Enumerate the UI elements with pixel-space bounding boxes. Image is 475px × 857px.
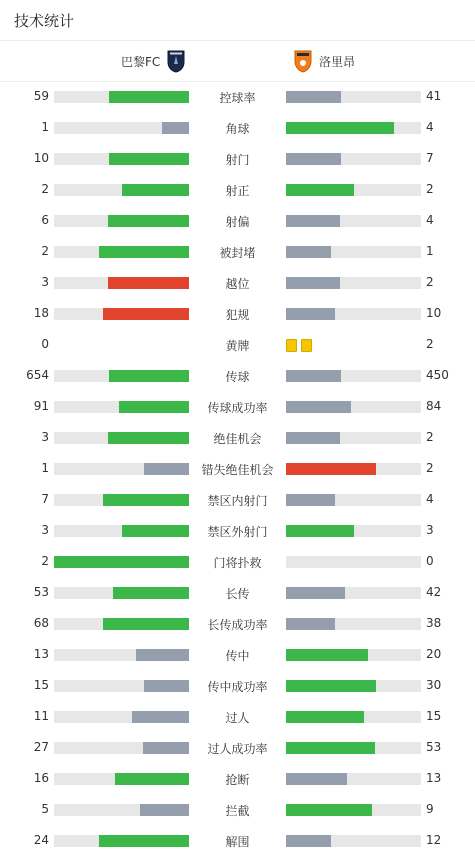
stat-row [0,267,475,298]
stat-label: 射偏 [225,215,250,229]
home-bar [119,401,189,413]
away-bar-track [286,649,421,661]
away-bar-track [286,556,421,568]
home-bar [140,804,189,816]
stat-row [0,825,475,856]
away-value: 2 [426,337,434,351]
away-value: 2 [426,182,434,196]
stat-label: 传中 [225,649,250,663]
away-bar-track [286,525,421,537]
away-bar-track [286,804,421,816]
home-value: 2 [41,182,49,196]
yellow-card-icon [286,339,297,352]
stats-header [0,0,475,41]
home-value: 1 [41,120,49,134]
home-bar [144,680,189,692]
stat-label: 黄牌 [225,339,250,353]
home-bar-track [54,587,189,599]
stat-row [0,732,475,763]
home-bar-track [54,246,189,258]
home-team-name: 巴黎FC [121,54,161,69]
home-bar-track [54,711,189,723]
away-bar [286,370,341,382]
stat-row [0,701,475,732]
home-bar-track [54,122,189,134]
away-bar [286,711,364,723]
away-bar [286,680,376,692]
home-value: 3 [41,523,49,537]
home-value: 5 [41,802,49,816]
home-bar [115,773,189,785]
home-bar [103,308,189,320]
away-value: 15 [426,709,442,723]
away-bar-track [286,742,421,754]
lorient-crest-icon [293,49,313,73]
home-team[interactable] [121,41,186,81]
home-bar [143,742,189,754]
home-bar [122,525,190,537]
stat-row [0,81,475,112]
away-bar [286,277,340,289]
stat-label: 门将扑救 [213,556,262,570]
away-bar [286,587,345,599]
stat-row [0,453,475,484]
home-bar [103,618,189,630]
away-team[interactable] [293,41,355,81]
stat-label: 射正 [225,184,250,198]
stat-label: 长传 [225,587,250,601]
home-value: 53 [33,585,49,599]
away-bar-track [286,308,421,320]
home-bar-track [54,742,189,754]
home-bar [99,246,189,258]
stat-row [0,205,475,236]
away-bar-track [286,277,421,289]
stat-row [0,515,475,546]
home-value: 6 [41,213,49,227]
away-value: 53 [426,740,442,754]
away-bar [286,308,335,320]
home-bar-track [54,649,189,661]
away-value: 3 [426,523,434,537]
home-value: 7 [41,492,49,506]
stat-label: 角球 [225,122,250,136]
home-bar-track [54,153,189,165]
away-bar-track [286,122,421,134]
away-team-name: 洛里昂 [319,54,356,69]
stat-label: 传球成功率 [207,401,268,415]
away-bar [286,432,340,444]
home-bar [109,370,189,382]
home-bar-track [54,494,189,506]
stat-row [0,422,475,453]
away-bar-track [286,494,421,506]
home-bar [108,277,189,289]
home-value: 10 [33,151,49,165]
away-bar-track [286,215,421,227]
home-bar-track [54,525,189,537]
away-bar [286,525,354,537]
stat-label: 长传成功率 [207,618,268,632]
home-value: 13 [33,647,49,661]
away-value: 4 [426,120,434,134]
away-bar-track [286,246,421,258]
away-bar-track [286,432,421,444]
home-bar-track [54,215,189,227]
stat-label: 传球 [225,370,250,384]
away-bar-track [286,463,421,475]
stat-label: 抢断 [225,773,250,787]
away-bar-track [286,587,421,599]
home-bar [113,587,189,599]
home-value: 16 [33,771,49,785]
stat-row [0,174,475,205]
away-value: 2 [426,275,434,289]
home-bar-track [54,556,189,568]
stat-row [0,391,475,422]
home-value: 0 [41,337,49,351]
home-bar-track [54,184,189,196]
stat-label: 过人成功率 [207,742,268,756]
home-bar [99,835,189,847]
stat-row [0,236,475,267]
away-bar [286,215,340,227]
stat-row [0,763,475,794]
home-bar-track [54,432,189,444]
away-yellow-cards [286,339,312,352]
stat-row [0,329,475,360]
stat-label: 被封堵 [219,246,256,260]
away-bar [286,494,335,506]
away-value: 84 [426,399,442,413]
stat-label: 传中成功率 [207,680,268,694]
away-bar [286,618,335,630]
away-value: 2 [426,461,434,475]
away-value: 12 [426,833,442,847]
home-bar-track [54,618,189,630]
away-value: 20 [426,647,442,661]
home-value: 15 [33,678,49,692]
stat-row [0,794,475,825]
home-value: 91 [33,399,49,413]
home-bar-track [54,773,189,785]
stat-row [0,484,475,515]
stat-label: 过人 [225,711,250,725]
away-bar-track [286,618,421,630]
home-bar [109,153,189,165]
home-value: 3 [41,275,49,289]
home-bar [108,432,189,444]
away-bar [286,91,341,103]
away-bar [286,742,375,754]
away-value: 42 [426,585,442,599]
teams-bar [0,41,475,82]
stat-row [0,298,475,329]
home-bar [103,494,189,506]
paris-fc-crest-icon [166,49,186,73]
away-bar-track [286,773,421,785]
home-value: 24 [33,833,49,847]
away-value: 4 [426,492,434,506]
home-bar-track [54,401,189,413]
away-bar [286,773,347,785]
away-bar [286,463,376,475]
away-value: 41 [426,89,442,103]
stat-label: 犯规 [225,308,250,322]
home-value: 59 [33,89,49,103]
yellow-card-icon [301,339,312,352]
home-value: 27 [33,740,49,754]
home-bar [108,215,189,227]
away-bar [286,153,341,165]
stat-row [0,360,475,391]
home-bar [109,91,189,103]
away-bar [286,401,351,413]
away-value: 38 [426,616,442,630]
stat-row [0,670,475,701]
away-value: 9 [426,802,434,816]
home-bar [54,556,189,568]
stat-row [0,577,475,608]
home-bar [122,184,190,196]
home-bar-track [54,277,189,289]
home-value: 11 [33,709,49,723]
away-value: 450 [426,368,449,382]
away-bar [286,649,368,661]
away-bar [286,184,354,196]
stat-label: 拦截 [225,804,250,818]
home-value: 18 [33,306,49,320]
home-value: 1 [41,461,49,475]
stat-row [0,639,475,670]
stat-label: 错失绝佳机会 [201,463,274,477]
home-bar-track [54,91,189,103]
home-value: 3 [41,430,49,444]
home-bar-track [54,463,189,475]
away-value: 10 [426,306,442,320]
stat-label: 越位 [225,277,250,291]
away-value: 7 [426,151,434,165]
away-bar-track [286,835,421,847]
home-bar-track [54,308,189,320]
away-bar [286,804,372,816]
stat-row [0,608,475,639]
home-bar [132,711,189,723]
stat-label: 绝佳机会 [213,432,262,446]
home-bar-track [54,370,189,382]
stat-row [0,112,475,143]
stat-label: 射门 [225,153,250,167]
away-bar-track [286,711,421,723]
away-bar [286,835,331,847]
away-bar [286,122,394,134]
away-value: 0 [426,554,434,568]
away-value: 30 [426,678,442,692]
home-bar [136,649,189,661]
away-value: 13 [426,771,442,785]
away-bar-track [286,91,421,103]
home-bar-track [54,804,189,816]
home-bar [144,463,189,475]
away-bar-track [286,153,421,165]
stat-label: 禁区外射门 [207,525,268,539]
home-bar-track [54,680,189,692]
stat-label: 解围 [225,835,250,849]
stat-row [0,143,475,174]
home-value: 2 [41,244,49,258]
away-value: 1 [426,244,434,258]
away-value: 4 [426,213,434,227]
home-value: 68 [33,616,49,630]
stats-list [0,81,475,856]
stat-row [0,546,475,577]
home-bar-track [54,835,189,847]
away-bar-track [286,401,421,413]
stat-label: 控球率 [219,91,256,105]
home-value: 654 [26,368,49,382]
stat-label: 禁区内射门 [207,494,268,508]
home-bar [162,122,189,134]
away-bar-track [286,680,421,692]
home-value: 2 [41,554,49,568]
away-bar [286,246,331,258]
page-title: 技术统计 [14,12,75,30]
away-value: 2 [426,430,434,444]
away-bar-track [286,184,421,196]
away-bar-track [286,370,421,382]
